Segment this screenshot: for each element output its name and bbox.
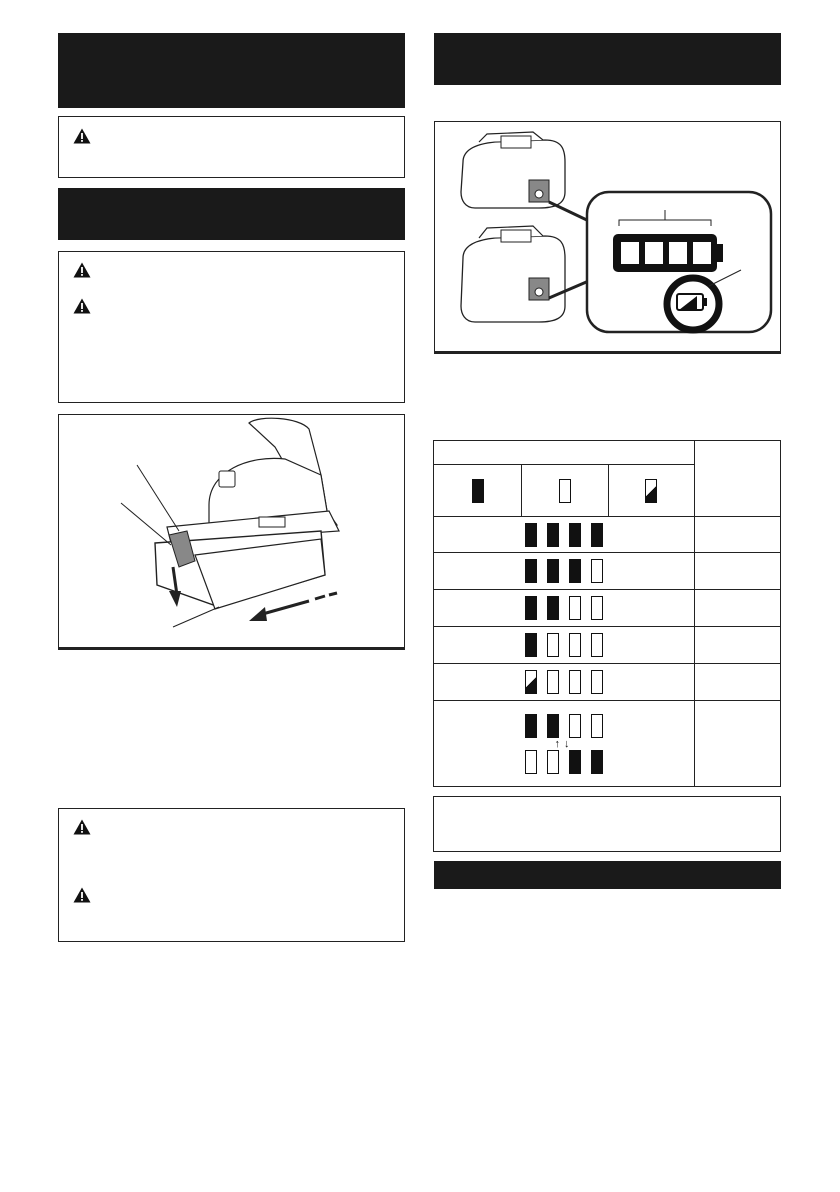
lamp-off-icon <box>559 479 571 503</box>
section-header-band-1 <box>58 33 405 108</box>
warning-triangle-icon <box>73 887 91 903</box>
battery-removal-illustration <box>59 415 403 647</box>
warning-triangle-icon <box>73 128 91 144</box>
table-row <box>434 590 781 627</box>
lamp-blinking-icon <box>645 479 657 503</box>
table-row <box>434 701 781 787</box>
battery-indicator-illustration <box>435 122 779 350</box>
table-row <box>434 553 781 590</box>
table-row <box>434 664 781 701</box>
legend-on <box>434 465 522 517</box>
indicator-lamp-table <box>433 440 781 787</box>
warning-box-1 <box>58 116 405 178</box>
warning-box-2 <box>58 251 405 403</box>
alternating-arrows-icon: ↑↓ <box>554 737 574 750</box>
lamp-lit-icon <box>472 479 484 503</box>
legend-blinking <box>608 465 694 517</box>
section-header-band-2 <box>58 188 405 240</box>
figure-2-bottom-rule <box>434 351 781 354</box>
warning-triangle-icon <box>73 298 91 314</box>
figure-battery-removal <box>58 414 405 649</box>
section-header-band-3 <box>434 33 781 85</box>
table-row <box>434 517 781 553</box>
section-header-band-4 <box>434 861 781 889</box>
warning-triangle-icon <box>73 262 91 278</box>
table-header-lamps <box>434 441 695 465</box>
figure-battery-indicator <box>434 121 781 353</box>
warning-triangle-icon <box>73 819 91 835</box>
note-box <box>433 796 781 852</box>
warning-box-3 <box>58 808 405 942</box>
legend-off <box>522 465 608 517</box>
table-row <box>434 627 781 664</box>
figure-1-bottom-rule <box>58 647 405 650</box>
table-header-capacity <box>694 441 780 517</box>
